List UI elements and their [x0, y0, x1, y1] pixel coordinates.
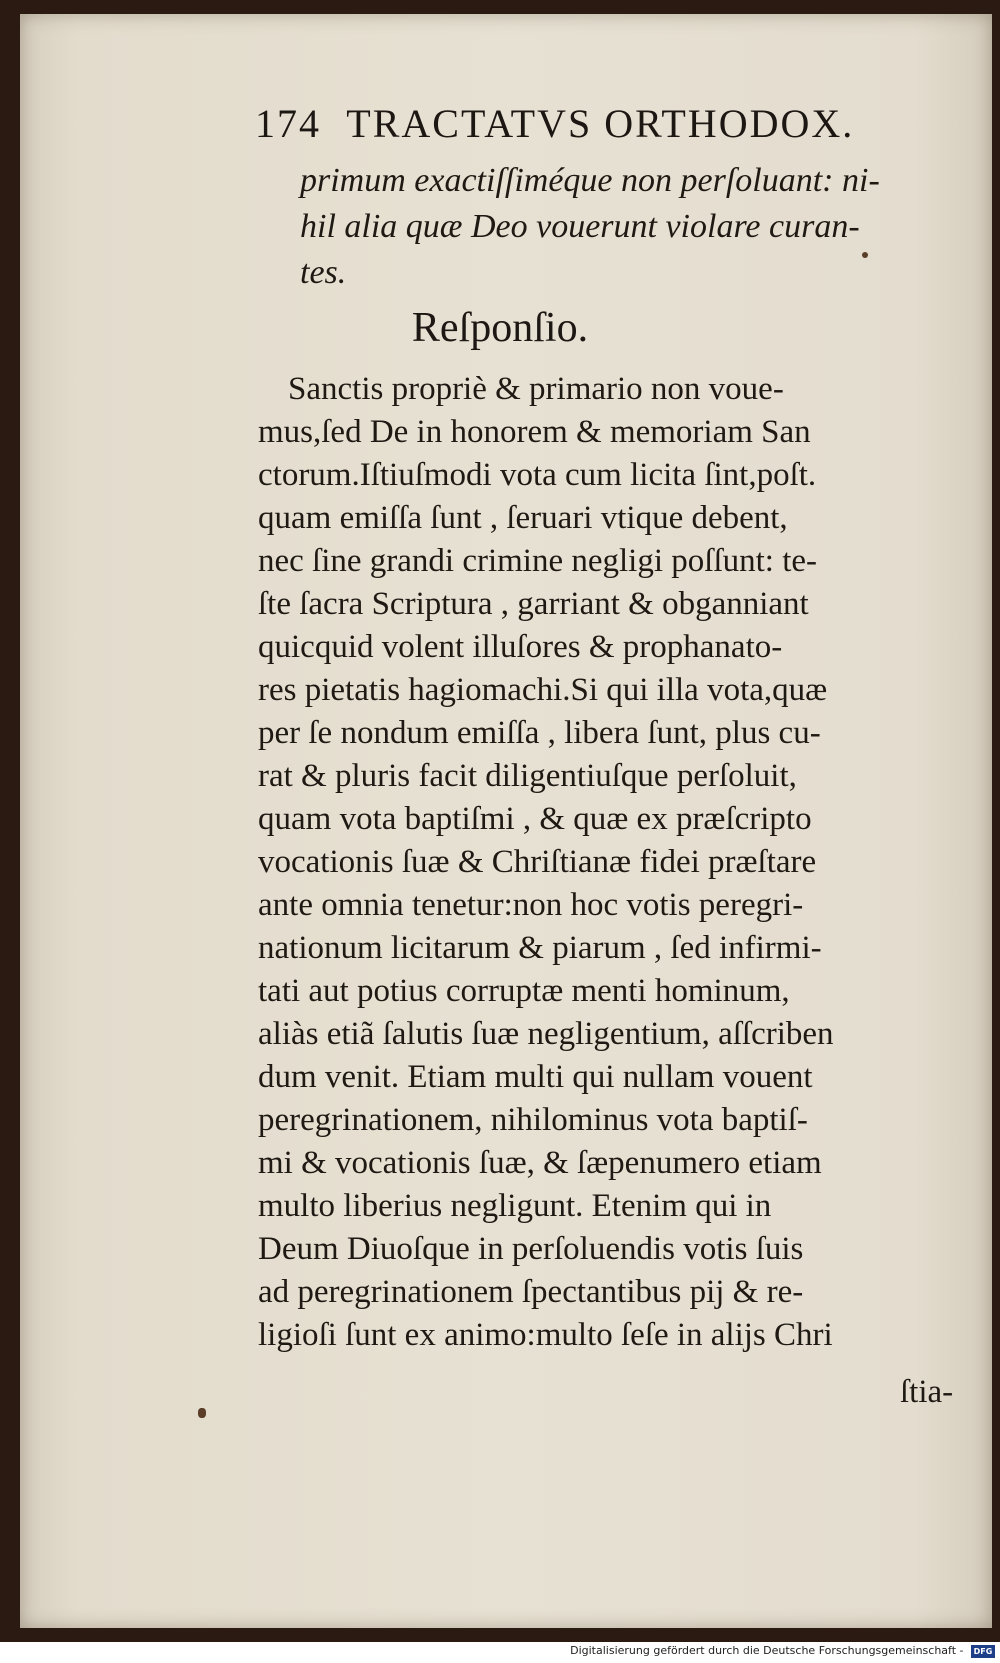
body-line: res pietatis hagiomachi.Si qui illa vota,quæ: [258, 672, 828, 708]
body-line: ligioſi ſunt ex animo:multo ſeſe in alijs Chri: [258, 1317, 833, 1353]
body-line: vocationis ſuæ & Chriſtianæ fidei præſtare: [258, 844, 817, 880]
body-line: ctorum.Iſtiuſmodi vota cum licita ſint,poſt.: [258, 457, 817, 493]
page-number: 174: [255, 101, 321, 146]
question-line: hil alia quæ Deo vouerunt violare curan-: [300, 208, 860, 245]
body-line: ad peregrinationem ſpectantibus pij & re-: [258, 1274, 804, 1310]
body-line: ante omnia tenetur:non hoc votis peregri-: [258, 887, 804, 923]
body-line: dum venit. Etiam multi qui nullam vouent: [258, 1059, 813, 1095]
body-line: ſte ſacra Scriptura , garriant & obganniant: [258, 586, 809, 622]
section-heading: Reſponſio.: [411, 305, 589, 351]
body-line: peregrinationem, nihilominus vota baptiſ-: [258, 1102, 808, 1138]
question-line: tes.: [300, 254, 347, 291]
body-line: mi & vocationis ſuæ, & ſæpenumero etiam: [258, 1145, 822, 1181]
body-line: Sanctis propriè & primario non voue-: [288, 371, 784, 407]
running-head: [255, 100, 910, 147]
question-text: [300, 158, 940, 296]
body-line: Deum Diuoſque in perſoluendis votis ſuis: [258, 1231, 804, 1267]
running-title: TRACTATVS ORTHODOX.: [346, 101, 855, 146]
body-line: tati aut potius corruptæ menti hominum,: [258, 973, 790, 1009]
body-line: mus,ſed De in honorem & memoriam San: [258, 414, 811, 450]
body-line: per ſe nondum emiſſa , libera ſunt, plus cu-: [258, 715, 821, 751]
body-line: quicquid volent illuſores & prophanato-: [258, 629, 783, 665]
dfg-logo-icon: DFG: [971, 1645, 995, 1658]
ink-speck: [198, 1408, 206, 1418]
funding-credit: Digitalisierung gefördert durch die Deutsche Forschungsgemeinschaft -: [570, 1644, 964, 1657]
body-line: rat & pluris facit diligentiuſque perſoluit,: [258, 758, 797, 794]
question-line: primum exactiſſiméque non perſoluant: ni-: [300, 162, 880, 199]
body-line: multo liberius negligunt. Etenim qui in: [258, 1188, 772, 1224]
body-line: aliàs etiã ſalutis ſuæ negligentium, aſſcriben: [258, 1016, 834, 1052]
body-line: nec ſine grandi crimine negligi poſſunt: te-: [258, 543, 818, 579]
body-line: nationum licitarum & piarum , ſed infirmi-: [258, 930, 822, 966]
body-text: [258, 368, 948, 1357]
body-line: quam emiſſa ſunt , ſeruari vtique debent,: [258, 500, 788, 536]
catchword: ſtia-: [900, 1374, 954, 1410]
digitization-footer: [0, 1644, 995, 1663]
body-line: quam vota baptiſmi , & quæ ex præſcripto: [258, 801, 812, 837]
